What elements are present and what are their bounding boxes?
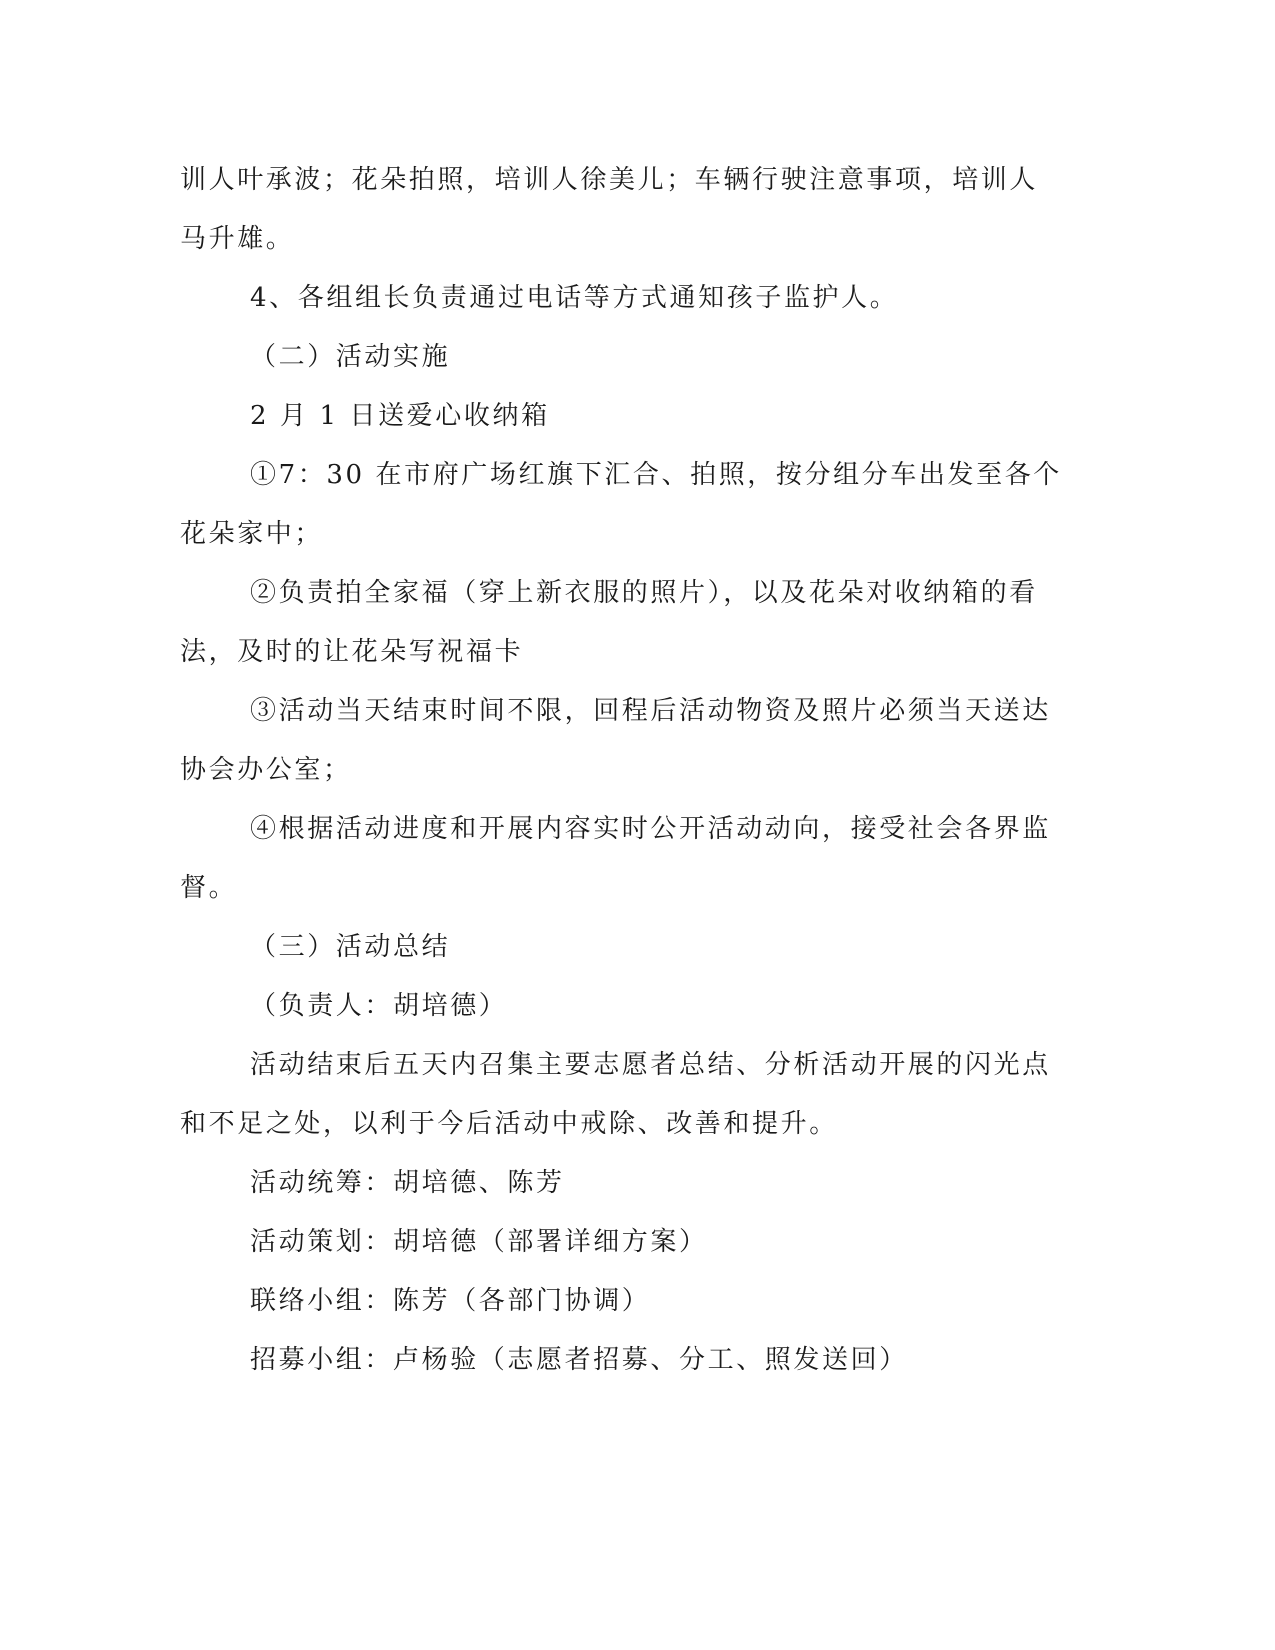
text-line-9: 法，及时的让花朵写祝福卡 xyxy=(180,637,524,667)
text-line-8: ②负责拍全家福（穿上新衣服的照片），以及花朵对收纳箱的看 xyxy=(250,578,1038,608)
text-line-11: 协会办公室； xyxy=(180,755,352,785)
text-line-2: 马升雄。 xyxy=(180,224,295,254)
text-line-17: 和不足之处，以利于今后活动中戒除、改善和提升。 xyxy=(180,1109,838,1139)
text-line-20: 联络小组：陈芳（各部门协调） xyxy=(250,1286,651,1316)
text-line-5: 2 月 1 日送爱心收纳箱 xyxy=(250,401,550,431)
text-line-16: 活动结束后五天内召集主要志愿者总结、分析活动开展的闪光点 xyxy=(250,1050,1051,1080)
text-line-10: ③活动当天结束时间不限，回程后活动物资及照片必须当天送达 xyxy=(250,696,1051,726)
text-line-6: ①7：30 在市府广场红旗下汇合、拍照，按分组分车出发至各个 xyxy=(250,460,1062,490)
text-line-7: 花朵家中； xyxy=(180,519,324,549)
text-line-3: 4、各组组长负责通过电话等方式通知孩子监护人。 xyxy=(250,283,899,313)
text-line-12: ④根据活动进度和开展内容实时公开活动动向，接受社会各界监 xyxy=(250,814,1051,844)
section-heading-summary: （三）活动总结 xyxy=(250,932,451,962)
text-line-21: 招募小组：卢杨验（志愿者招募、分工、照发送回） xyxy=(250,1345,908,1375)
text-line-18: 活动统筹：胡培德、陈芳 xyxy=(250,1168,565,1198)
text-line-15: （负责人：胡培德） xyxy=(250,991,508,1021)
text-line-1: 训人叶承波；花朵拍照，培训人徐美儿；车辆行驶注意事项，培训人 xyxy=(180,165,1039,195)
text-line-13: 督。 xyxy=(180,873,238,903)
text-line-19: 活动策划：胡培德（部署详细方案） xyxy=(250,1227,708,1257)
section-heading-implementation: （二）活动实施 xyxy=(250,342,451,372)
